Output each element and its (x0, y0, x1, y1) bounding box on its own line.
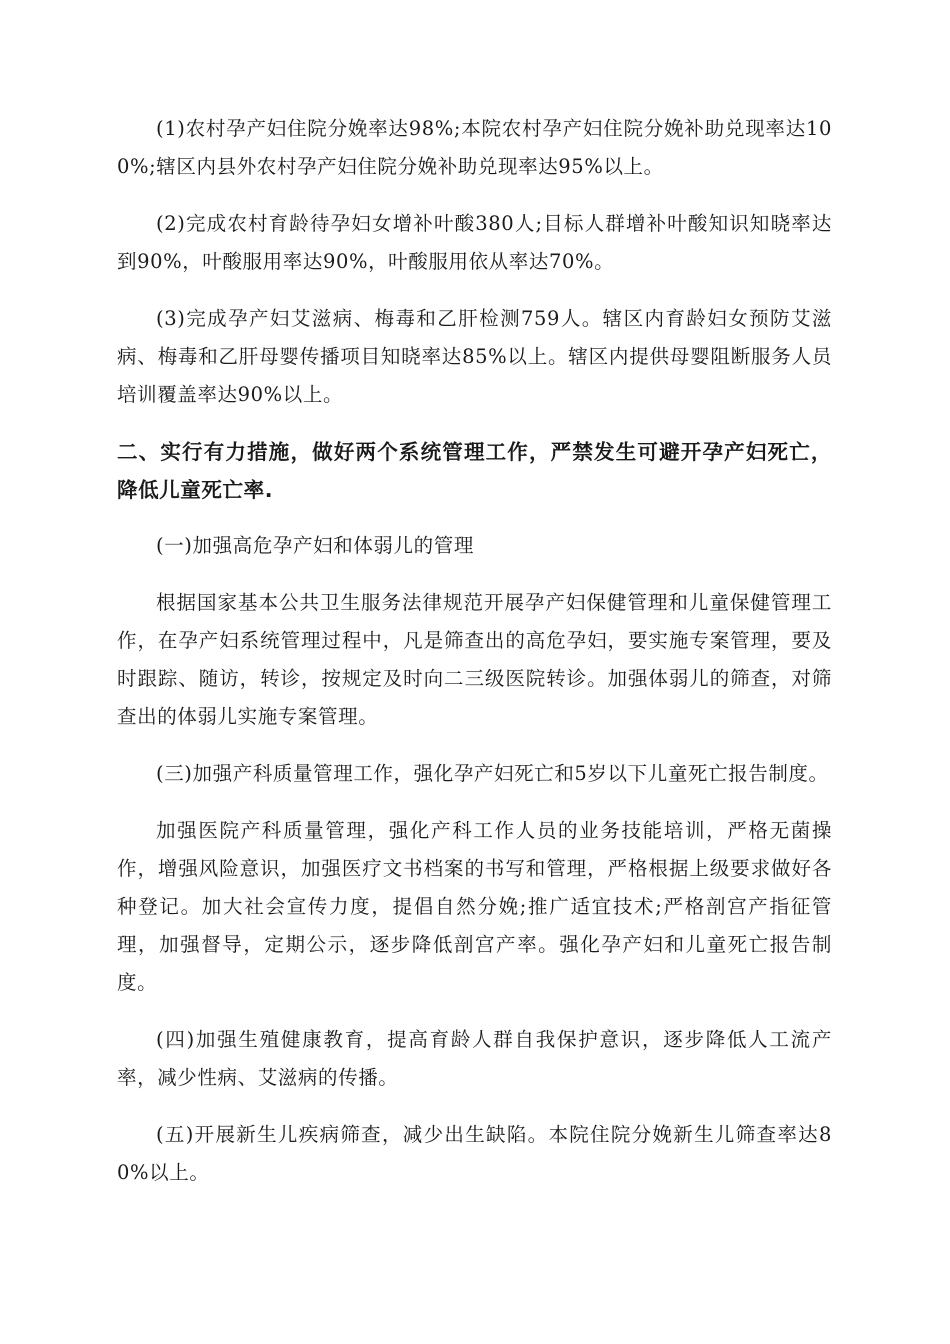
subheading-high-risk-management: (一)加强高危孕产妇和体弱儿的管理 (156, 534, 474, 557)
paragraph-high-risk-details: 根据国家基本公共卫生服务法律规范开展孕产妇保健管理和儿童保健管理工作，在孕产妇系统管理过程中，凡是筛查出的高危孕妇，要实施专案管理，要及时跟踪、随访，转诊，按规定及时向二三级医院转诊。加强体弱儿的筛查，对筛查出的体弱儿实施专案管理。 (117, 591, 832, 728)
paragraph-hiv-syphilis-hepatitis: (3)完成孕产妇艾滋病、梅毒和乙肝检测759人。辖区内育龄妇女预防艾滋病、梅毒和乙肝母婴传播项目知晓率达85%以上。辖区内提供母婴阻断服务人员培训覆盖率达90%以上。 (117, 307, 832, 406)
paragraph-newborn-screening: (五)开展新生儿疾病筛查，减少出生缺陷。本院住院分娩新生儿筛查率达80%以上。 (117, 1123, 832, 1184)
section-heading-two: 二、实行有力措施，做好两个系统管理工作，严禁发生可避开孕产妇死亡，降低儿童死亡率. (117, 440, 832, 502)
paragraph-obstetric-quality-details: 加强医院产科质量管理，强化产科工作人员的业务技能培训，严格无菌操作，增强风险意识，加强医疗文书档案的书写和管理，严格根据上级要求做好各种登记。加大社会宣传力度，提倡自然分娩;推广适宜技术;严格剖宫产指征管理，加强督导，定期公示，逐步降低剖宫产率。强化孕产妇和儿童死亡报告制度。 (117, 819, 832, 994)
document-body (117, 110, 832, 1211)
paragraph-rural-delivery-rate: (1)农村孕产妇住院分娩率达98%;本院农村孕产妇住院分娩补助兑现率达100%;辖区内县外农村孕产妇住院分娩补助兑现率达95%以上。 (117, 117, 832, 178)
paragraph-reproductive-health: (四)加强生殖健康教育，提高育龄人群自我保护意识，逐步降低人工流产率，减少性病、艾滋病的传播。 (117, 1028, 832, 1089)
paragraph-folic-acid: (2)完成农村育龄待孕妇女增补叶酸380人;目标人群增补叶酸知识知晓率达到90%，叶酸服用率达90%，叶酸服用依从率达70%。 (117, 212, 832, 273)
subheading-obstetric-quality: (三)加强产科质量管理工作，强化孕产妇死亡和5岁以下儿童死亡报告制度。 (156, 762, 829, 785)
